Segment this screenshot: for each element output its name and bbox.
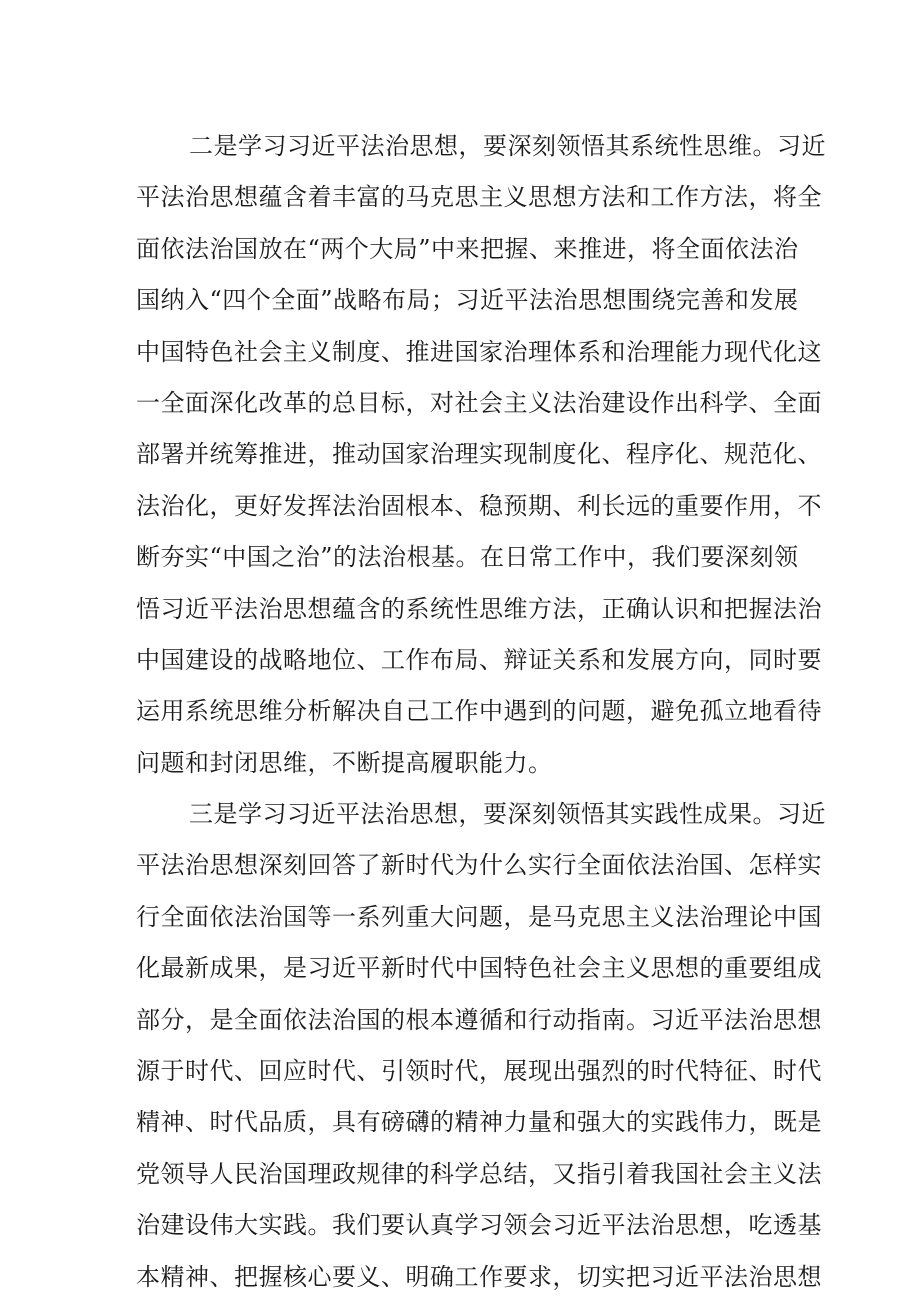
paragraph-line: 中国建设的战略地位、工作布局、辩证关系和发展方向，同时要: [136, 645, 822, 674]
paragraph-line: 源于时代、回应时代、引领时代，展现出强烈的时代特征、时代: [136, 1057, 822, 1086]
paragraph-line: 中国特色社会主义制度、推进国家治理体系和治理能力现代化这: [136, 337, 822, 366]
paragraph-line: 二是学习习近平法治思想，要深刻领悟其系统性思维。习近: [189, 132, 826, 160]
paragraph-2: [136, 121, 826, 789]
paragraph-line: 国纳入“四个全面”战略布局；习近平法治思想围绕完善和发展: [136, 286, 799, 315]
paragraph-line: 法治化，更好发挥法治固根本、稳预期、利长远的重要作用，不: [136, 491, 822, 520]
paragraph-line: 运用系统思维分析解决自己工作中遇到的问题，避免孤立地看待: [136, 697, 822, 726]
paragraph-3: [136, 789, 826, 1303]
paragraph-line: 部分，是全面依法治国的根本遵循和行动指南。习近平法治思想: [136, 1005, 822, 1034]
paragraph-line: 三是学习习近平法治思想，要深刻领悟其实践性成果。习近: [189, 800, 826, 829]
paragraph-line: 一全面深化改革的总目标，对社会主义法治建设作出科学、全面: [136, 388, 822, 417]
paragraph-line: 面依法治国放在“两个大局”中来把握、来推进，将全面依法治: [136, 234, 799, 263]
paragraph-line: 党领导人民治国理政规律的科学总结，又指引着我国社会主义法: [136, 1159, 822, 1188]
paragraph-line: 平法治思想蕴含着丰富的马克思主义思想方法和工作方法，将全: [136, 183, 822, 212]
paragraph-line: 悟习近平法治思想蕴含的系统性思维方法，正确认识和把握法治: [136, 594, 822, 623]
paragraph-line: 行全面依法治国等一系列重大问题，是马克思主义法治理论中国: [136, 902, 822, 931]
paragraph-line: 问题和封闭思维，不断提高履职能力。: [136, 748, 553, 777]
paragraph-line: 平法治思想深刻回答了新时代为什么实行全面依法治国、怎样实: [136, 851, 822, 880]
paragraph-line: 断夯实“中国之治”的法治根基。在日常工作中，我们要深刻领: [136, 543, 799, 572]
paragraph-line: 治建设伟大实践。我们要认真学习领会习近平法治思想，吃透基: [136, 1211, 822, 1240]
paragraph-line: 精神、时代品质，具有磅礴的精神力量和强大的实践伟力，既是: [136, 1108, 822, 1137]
paragraph-line: 本精神、把握核心要义、明确工作要求，切实把习近平法治思想: [136, 1262, 822, 1291]
paragraph-line: 化最新成果，是习近平新时代中国特色社会主义思想的重要组成: [136, 954, 822, 983]
document-body: [136, 121, 826, 1303]
paragraph-line: 部署并统筹推进，推动国家治理实现制度化、程序化、规范化、: [136, 440, 822, 469]
